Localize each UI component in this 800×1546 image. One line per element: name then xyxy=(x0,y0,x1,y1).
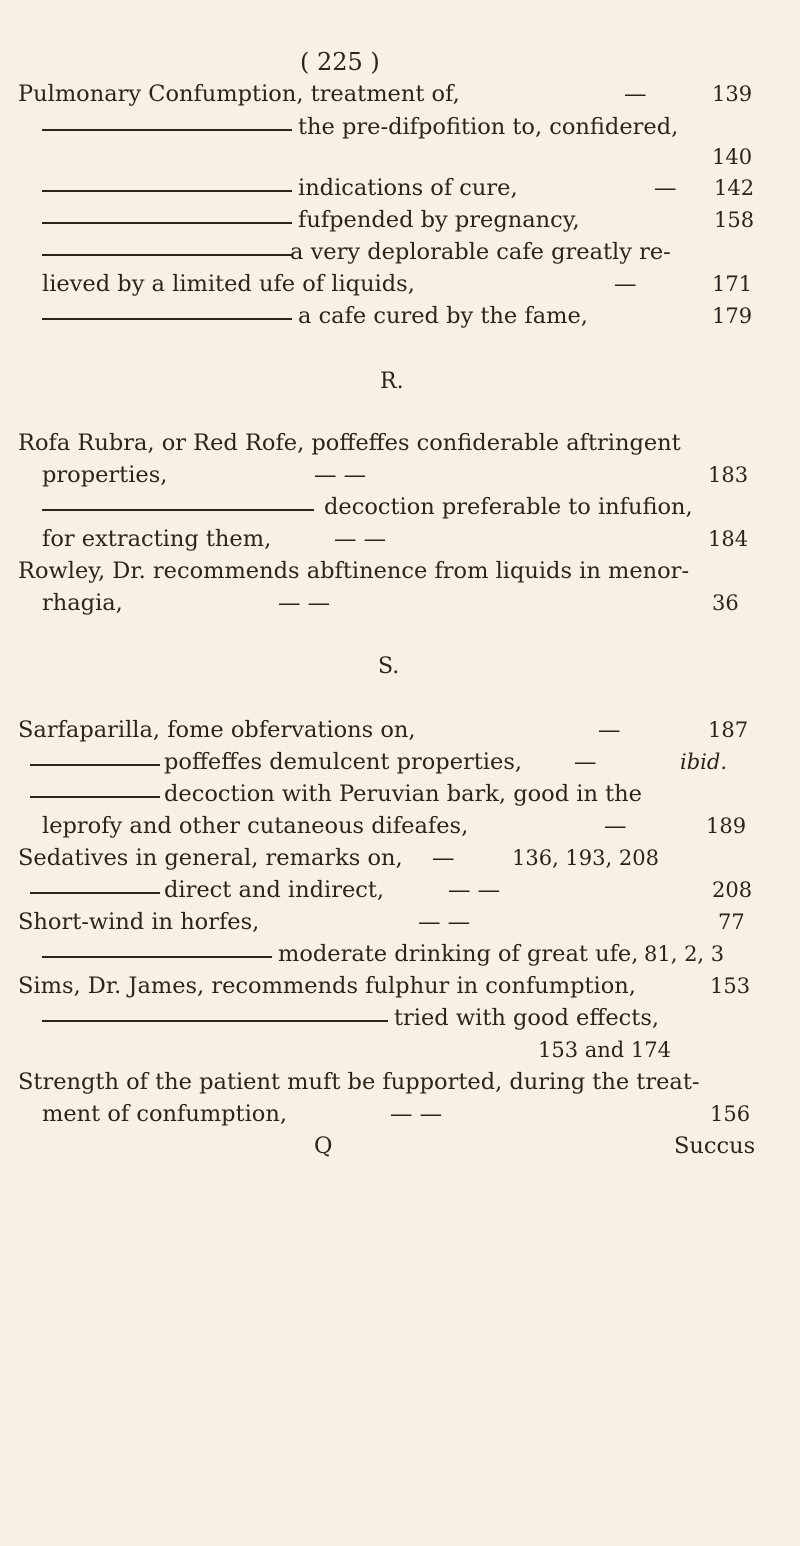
entry-text: indications of cure, xyxy=(298,175,518,201)
entry-text-continued: rhagia, xyxy=(42,590,123,616)
page-ref: 187 xyxy=(708,718,749,742)
index-entry xyxy=(0,296,800,336)
catchword: Succus xyxy=(674,1133,756,1159)
page-ref: 158 xyxy=(714,208,755,232)
page-ref: 153 xyxy=(710,974,751,998)
page-ref: 142 xyxy=(714,176,755,200)
entry-text: Pulmonary Confumption, treatment of, xyxy=(18,81,460,107)
page-ref: ibid. xyxy=(680,750,727,774)
entry-separator: — xyxy=(598,717,621,743)
entry-text: Sims, Dr. James, recommends fulphur in confumption, xyxy=(18,973,636,999)
ditto-rule xyxy=(42,190,292,192)
ditto-rule xyxy=(42,129,292,131)
index-entry-continuation xyxy=(0,583,800,623)
section-heading: R. xyxy=(380,369,404,394)
signature-mark: Q xyxy=(314,1133,333,1159)
page-ref: 156 xyxy=(710,1102,751,1126)
entry-text: direct and indirect, xyxy=(164,877,385,903)
entry-separator: — — xyxy=(278,590,331,616)
entry-text: Sarfaparilla, fome obfervations on, xyxy=(18,717,416,743)
entry-separator: — xyxy=(624,81,647,107)
entry-separator: — xyxy=(604,813,627,839)
page-number: ( 225 ) xyxy=(300,48,380,76)
page-ref: 36 xyxy=(712,591,739,615)
ditto-rule xyxy=(42,956,272,958)
entry-text: a cafe cured by the fame, xyxy=(298,303,588,329)
entry-text-continued: lieved by a limited ufe of liquids, xyxy=(42,271,415,297)
entry-separator: — — xyxy=(448,877,501,903)
ditto-rule xyxy=(42,254,292,256)
page-ref: 184 xyxy=(708,527,749,551)
ditto-rule xyxy=(42,318,292,320)
entry-text: Strength of the patient muft be fupported, during the treat- xyxy=(18,1069,700,1095)
entry-text: a very deplorable cafe greatly re- xyxy=(290,239,671,265)
entry-text: decoction with Peruvian bark, good in the xyxy=(164,781,642,807)
ditto-rule xyxy=(42,509,314,511)
page-ref: 183 xyxy=(708,463,749,487)
page-ref: 153 and 174 xyxy=(538,1038,672,1062)
section-heading: S. xyxy=(378,654,400,679)
entry-separator: — — xyxy=(390,1101,443,1127)
entry-separator: — xyxy=(654,175,677,201)
entry-separator: — — xyxy=(314,462,367,488)
page-ref: 140 xyxy=(712,145,753,169)
entry-text: fufpended by pregnancy, xyxy=(298,207,580,233)
entry-text: Rowley, Dr. recommends abftinence from liquids in menor- xyxy=(18,558,690,584)
entry-text-continued: properties, xyxy=(42,462,168,488)
entry-text: decoction preferable to infufion, xyxy=(324,494,693,520)
entry-separator: — — xyxy=(418,909,471,935)
ditto-rule xyxy=(30,764,160,766)
entry-separator: — — xyxy=(334,526,387,552)
page-ref: 77 xyxy=(718,910,745,934)
ditto-rule xyxy=(30,796,160,798)
page-ref: 189 xyxy=(706,814,747,838)
entry-separator: — xyxy=(432,845,455,871)
entry-separator: — xyxy=(614,271,637,297)
entry-text-continued: ment of confumption, xyxy=(42,1101,287,1127)
ditto-rule xyxy=(30,892,160,894)
entry-separator: — xyxy=(574,749,597,775)
catchword-row xyxy=(0,1126,800,1166)
page-ref: 179 xyxy=(712,304,753,328)
page-ref: 208 xyxy=(712,878,753,902)
section-heading-row xyxy=(0,647,800,687)
ditto-rule xyxy=(42,1020,388,1022)
ditto-rule xyxy=(42,222,292,224)
entry-text: moderate drinking of great ufe, xyxy=(278,941,639,967)
page-ref: 81, 2, 3 xyxy=(644,942,725,966)
entry-text: poffeffes demulcent properties, xyxy=(164,749,523,775)
section-heading-row xyxy=(0,362,800,402)
entry-text: Rofa Rubra, or Red Rofe, poffeffes confiderable aftringent xyxy=(18,430,681,456)
entry-text: Sedatives in general, remarks on, xyxy=(18,845,403,871)
entry-text-continued: leprofy and other cutaneous difeafes, xyxy=(42,813,469,839)
entry-text-continued: for extracting them, xyxy=(42,526,272,552)
entry-text: tried with good effects, xyxy=(394,1005,660,1031)
entry-text: Short-wind in horfes, xyxy=(18,909,260,935)
page-ref: 139 xyxy=(712,82,753,106)
page-ref: 136, 193, 208 xyxy=(512,846,659,870)
page-ref: 171 xyxy=(712,272,753,296)
entry-text: the pre-difpofition to, confidered, xyxy=(298,114,679,140)
